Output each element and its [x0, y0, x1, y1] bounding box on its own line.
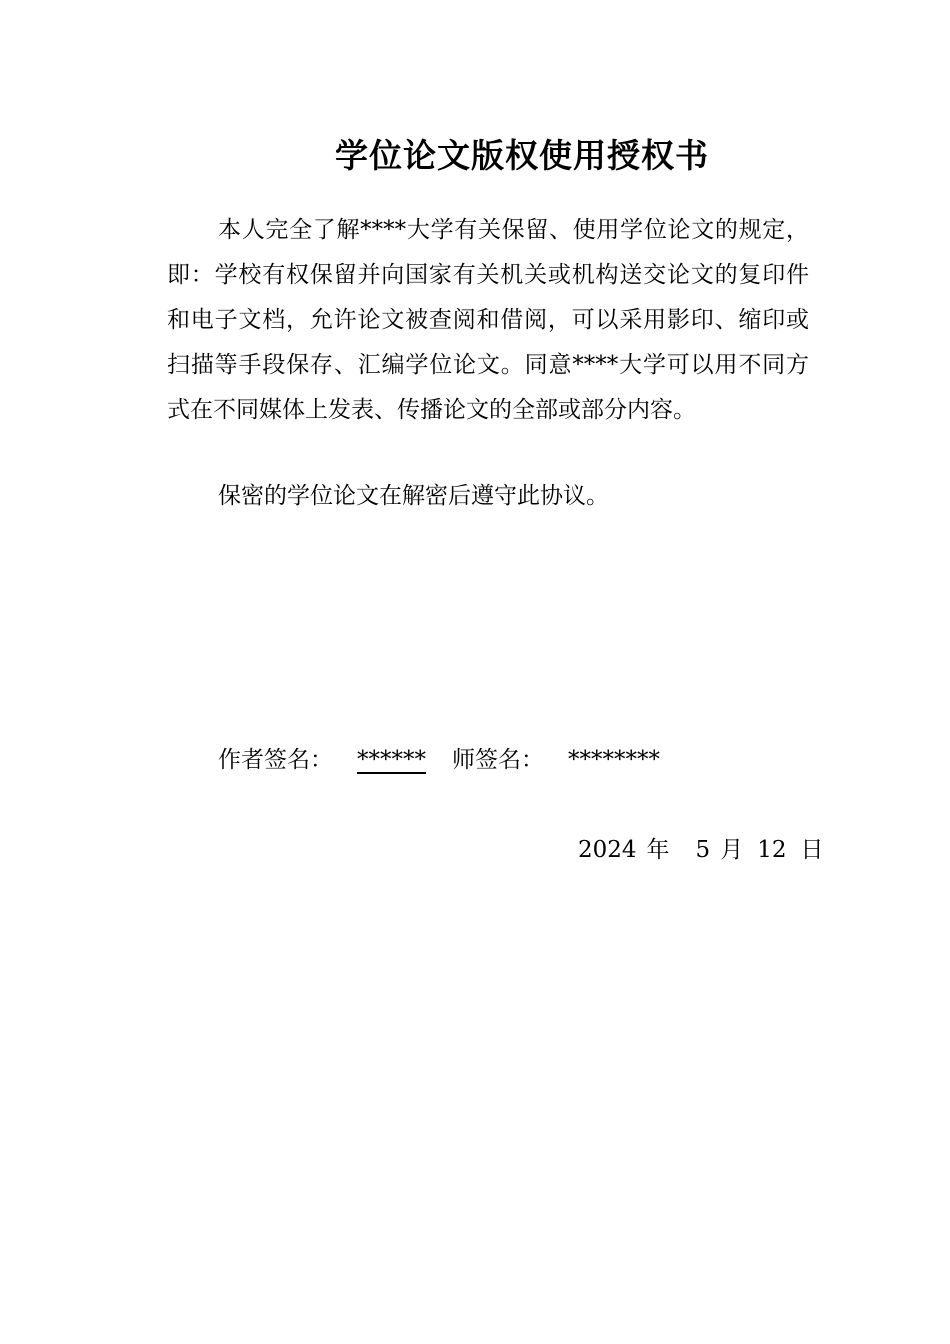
date-month: 5 — [695, 837, 711, 863]
author-signature-label: 作者签名： — [218, 747, 333, 773]
advisor-signature-label: 师签名： — [452, 747, 544, 773]
date-day: 12 — [757, 837, 787, 863]
signature-row — [218, 738, 660, 783]
document-title: 学位论文版权使用授权书 — [335, 136, 709, 175]
date-month-unit: 月 — [720, 837, 744, 863]
date-day-unit: 日 — [800, 837, 824, 863]
advisor-signature-value: ******** — [568, 747, 660, 773]
date-year-unit: 年 — [646, 837, 670, 863]
date-year: 2024 — [578, 837, 637, 863]
signing-date — [578, 828, 823, 873]
authorization-paragraph: 本人完全了解****大学有关保留、使用学位论文的规定，即：学校有权保留并向国家有关机关或机构送交论文的复印件和电子文档，允许论文被查阅和借阅，可以采用影印、缩印或扫描等手段保存、汇编学位论文。同意****大学可以用不同方式在不同媒体上发表、传播论文的全部或部分内容。 — [167, 217, 809, 423]
confidentiality-paragraph: 保密的学位论文在解密后遵守此协议。 — [218, 483, 609, 509]
author-signature-value: ****** — [357, 747, 426, 773]
